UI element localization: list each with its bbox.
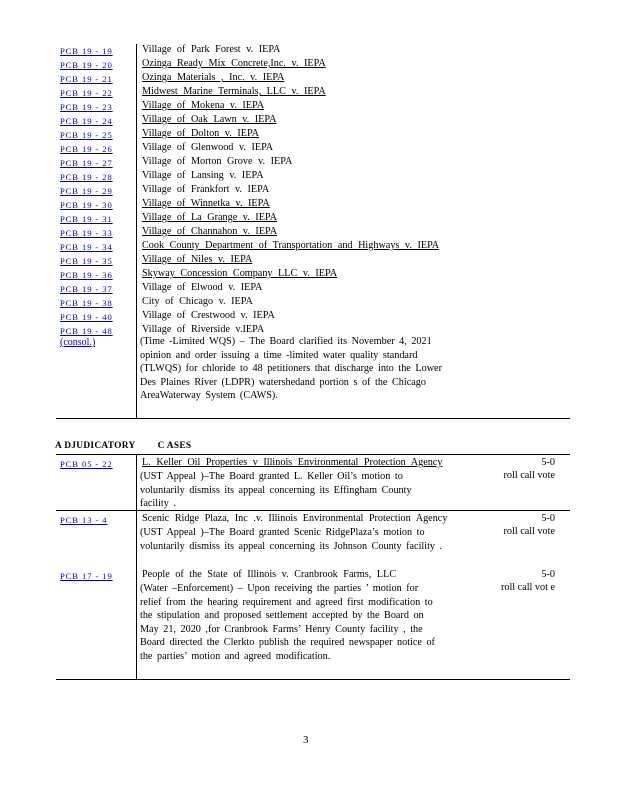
section-heading-rule: [56, 454, 570, 455]
case-title: Village of Morton Grove v. IEPA: [142, 156, 293, 167]
case-title: Cook County Department of Transportation and Highways v. IEPA: [142, 240, 440, 251]
adjudicatory-table-bottom-rule: [56, 679, 570, 680]
consol-link[interactable]: (consol.): [60, 337, 96, 348]
case-docket-link[interactable]: PCB 19 - 28: [60, 172, 113, 182]
case-summary: (UST Appeal )–The Board granted L. Keller Oil’s motion to voluntarily dismiss its appeal concerning its Effingham County facility .: [140, 471, 412, 510]
section-heading-word2: C ASES: [157, 441, 192, 451]
adjudicatory-table-divider: [136, 455, 137, 679]
case-docket-link[interactable]: PCB 19 - 40: [60, 312, 113, 322]
case-title: Village of Mokena v. IEPA: [142, 100, 265, 111]
case-title: Ozinga Ready Mix Concrete,Inc. v. IEPA: [142, 58, 326, 69]
case-docket-link[interactable]: PCB 19 - 31: [60, 214, 113, 224]
case-title: Village of La Grange v. IEPA: [142, 212, 277, 223]
section-heading-word1: A DJUDICATORY: [55, 441, 136, 451]
case-docket-link[interactable]: PCB 17 - 19: [60, 571, 113, 581]
top-table-bottom-rule: [56, 418, 570, 419]
case-docket-link[interactable]: PCB 19 - 48: [60, 326, 113, 336]
case-docket-link[interactable]: PCB 19 - 23: [60, 102, 113, 112]
case-docket-link[interactable]: PCB 19 - 35: [60, 256, 113, 266]
case-docket-link[interactable]: PCB 19 - 27: [60, 158, 113, 168]
case-title: Village of Dolton v. IEPA: [142, 128, 260, 139]
case-docket-link[interactable]: PCB 19 - 36: [60, 270, 113, 280]
case-docket-link[interactable]: PCB 19 - 20: [60, 60, 113, 70]
case-title: Village of Channahon v. IEPA: [142, 226, 278, 237]
case-docket-link[interactable]: PCB 19 - 33: [60, 228, 113, 238]
vote-label: roll call vot e: [500, 582, 555, 593]
top-table-divider: [136, 44, 137, 418]
case-title: Scenic Ridge Plaza, Inc .v. Illinois Environmental Protection Agency: [142, 513, 448, 524]
case-title: Village of Lansing v. IEPA: [142, 170, 264, 181]
case-docket-link[interactable]: PCB 19 - 26: [60, 144, 113, 154]
vote-count: 5-0: [541, 457, 555, 468]
case-docket-link[interactable]: PCB 19 - 24: [60, 116, 113, 126]
vote-label: roll call vote: [503, 470, 555, 481]
case-title: L. Keller Oil Properties v Illinois Environmental Protection Agency: [142, 457, 443, 468]
case-docket-link[interactable]: PCB 19 - 34: [60, 242, 113, 252]
vote-label: roll call vote: [503, 526, 555, 537]
case-title: Village of Riverside v.IEPA: [142, 324, 265, 335]
case-title: Village of Crestwood v. IEPA: [142, 310, 275, 321]
case-summary: (Water –Enforcement) – Upon receiving the parties ’ motion for relief from the hearing requirement and agreed first modification to the stipulation and proposed settlement accepted by the Board on May 21, 2020 ,for Cranbrook Farms’ Henry County facility , the Board directed the Clerkto publish the required newspaper notice of the parties’ motion and agreed modification.: [140, 583, 435, 662]
case-title: People of the State of Illinois v. Cranbrook Farms, LLC: [142, 569, 397, 580]
case-title: Midwest Marine Terminals, LLC v. IEPA: [142, 86, 326, 97]
vote-count: 5-0: [541, 569, 555, 580]
case-docket-link[interactable]: PCB 13 - 4: [60, 515, 108, 525]
case-title: Village of Glenwood v. IEPA: [142, 142, 274, 153]
case-title: City of Chicago v. IEPA: [142, 296, 253, 307]
case-docket-link[interactable]: PCB 19 - 22: [60, 88, 113, 98]
case-docket-link[interactable]: PCB 19 - 19: [60, 46, 113, 56]
case-title: Village of Winnetka v. IEPA: [142, 198, 270, 209]
case-title: Village of Park Forest v. IEPA: [142, 44, 281, 55]
case-title: Village of Frankfort v. IEPA: [142, 184, 270, 195]
case-docket-link[interactable]: PCB 19 - 38: [60, 298, 113, 308]
consol-summary: (Time -Limited WQS) – The Board clarified its November 4, 2021 opinion and order issuing a time -limited water quality standard (TLWQS) for chloride to 48 petitioners that discharge into the Lower Des Plaines River (LDPR) watershedand portion s of the Chicago AreaWaterway System (CAWS).: [140, 336, 442, 402]
case-title: Village of Niles v. IEPA: [142, 254, 253, 265]
case-title: Village of Oak Lawn v. IEPA: [142, 114, 277, 125]
case-title: Ozinga Materials , Inc. v. IEPA: [142, 72, 285, 83]
vote-count: 5-0: [541, 513, 555, 524]
case-docket-link[interactable]: PCB 19 - 30: [60, 200, 113, 210]
case-docket-link[interactable]: PCB 05 - 22: [60, 459, 113, 469]
page-number: 3: [303, 734, 309, 746]
case-docket-link[interactable]: PCB 19 - 25: [60, 130, 113, 140]
case-title: Skyway Concession Company LLC v. IEPA: [142, 268, 338, 279]
case-docket-link[interactable]: PCB 19 - 21: [60, 74, 113, 84]
case-docket-link[interactable]: PCB 19 - 29: [60, 186, 113, 196]
section-heading: [55, 441, 191, 451]
case-title: Village of Elwood v. IEPA: [142, 282, 263, 293]
case-summary: (UST Appeal )–The Board granted Scenic RidgePlaza’s motion to voluntarily dismiss its appeal concerning its Johnson County facility .: [140, 527, 443, 552]
case-docket-link[interactable]: PCB 19 - 37: [60, 284, 113, 294]
